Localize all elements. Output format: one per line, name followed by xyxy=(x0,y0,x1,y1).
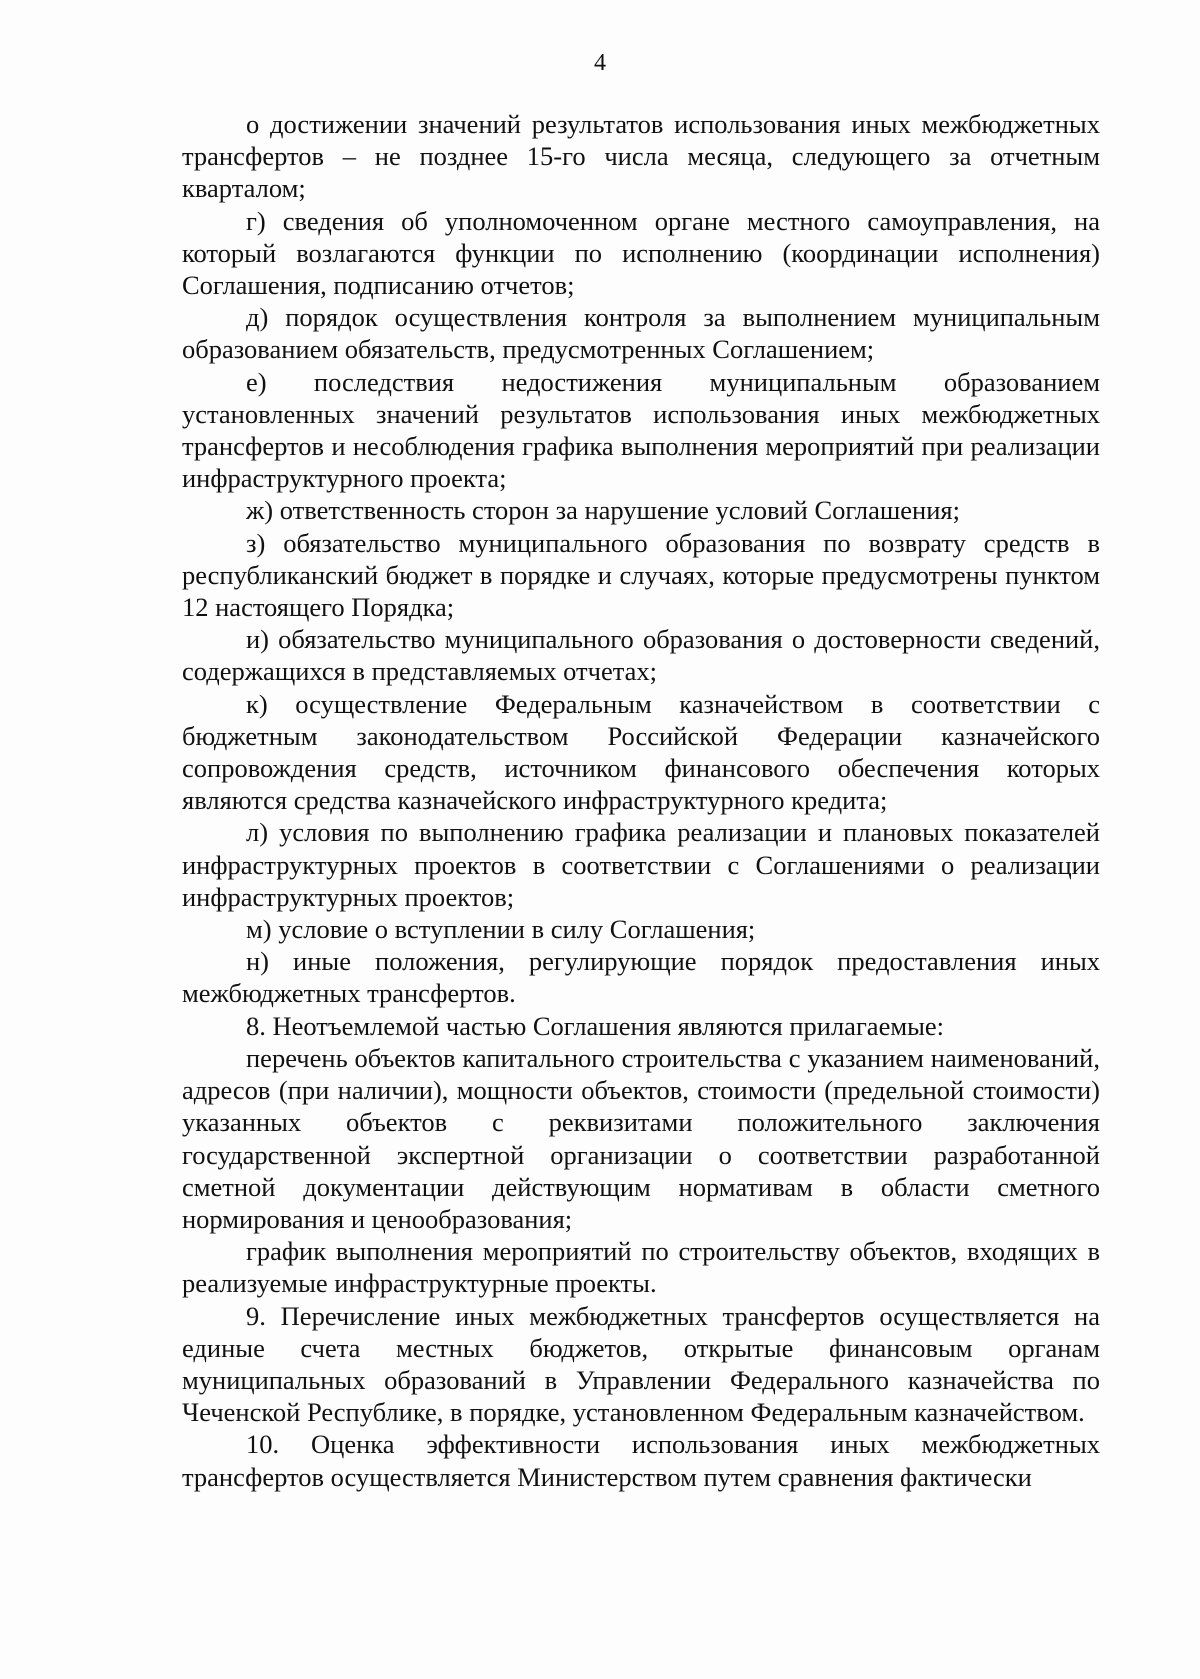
paragraph-item-zh: ж) ответственность сторон за нарушение условий Соглашения; xyxy=(246,495,960,526)
paragraph-section-9: 9. Перечисление иных межбюджетных трансфертов осуществляется на единые счета местных бюджетов, открытые финансовым органам муниципальных образований в Управлении Федерального казначейства по Чеченской Республике, в порядке, установленном Федеральным казначейством. xyxy=(182,1300,1100,1428)
paragraph-item-k: к) осуществление Федеральным казначейством в соответствии с бюджетным законодательством Российской Федерации казначейского сопровождения средств, источником финансового обеспечения которых являются средства казначейского инфраструктурного кредита; xyxy=(182,688,1100,816)
page-number: 4 xyxy=(594,50,606,76)
paragraph-item-l: л) условия по выполнению графика реализации и плановых показателей инфраструктурных проектов в соответствии с Соглашениями о реализации инфраструктурных проектов; xyxy=(182,817,1100,912)
paragraph-item-d: д) порядок осуществления контроля за выполнением муниципальным образованием обязательств, предусмотренных Соглашением; xyxy=(182,302,1100,365)
paragraph-item-g: г) сведения об уполномоченном органе местного самоуправления, на который возлагаются функции по исполнению (координации исполнения) Соглашения, подписанию отчетов; xyxy=(182,205,1100,301)
paragraph-schedule: график выполнения мероприятий по строительству объектов, входящих в реализуемые инфраструктурные проекты. xyxy=(182,1236,1100,1299)
paragraph-item-i: и) обязательство муниципального образования о достоверности сведений, содержащихся в представляемых отчетах; xyxy=(182,624,1100,687)
paragraph-item-n: н) иные положения, регулирующие порядок предоставления иных межбюджетных трансфертов. xyxy=(182,946,1100,1009)
document-body xyxy=(182,108,1100,1493)
paragraph-item-z: з) обязательство муниципального образования по возврату средств в республиканский бюджет в порядке и случаях, которые предусмотрены пунктом 12 настоящего Порядка; xyxy=(182,527,1100,623)
paragraph-continuation: о достижении значений результатов использования иных межбюджетных трансфертов – не позднее 15-го числа месяца, следующего за отчетным кварталом; xyxy=(182,109,1100,204)
paragraph-section-8: 8. Неотъемлемой частью Соглашения являются прилагаемые: xyxy=(246,1010,945,1041)
paragraph-item-e: е) последствия недостижения муниципальным образованием установленных значений результатов использования иных межбюджетных трансфертов и несоблюдения графика выполнения мероприятий при реализации инфраструктурного проекта; xyxy=(182,366,1100,494)
paragraph-section-10: 10. Оценка эффективности использования иных межбюджетных трансфертов осуществляется Министерством путем сравнения фактически xyxy=(182,1429,1100,1492)
paragraph-item-m: м) условие о вступлении в силу Соглашения; xyxy=(246,914,756,945)
paragraph-objects-list: перечень объектов капитального строительства с указанием наименований, адресов (при наличии), мощности объектов, стоимости (предельной стоимости) указанных объектов с реквизитами положительного заключения государственной экспертной организации о соответствии разработанной сметной документации действующим нормативам в области сметного нормирования и ценообразования; xyxy=(182,1042,1100,1234)
